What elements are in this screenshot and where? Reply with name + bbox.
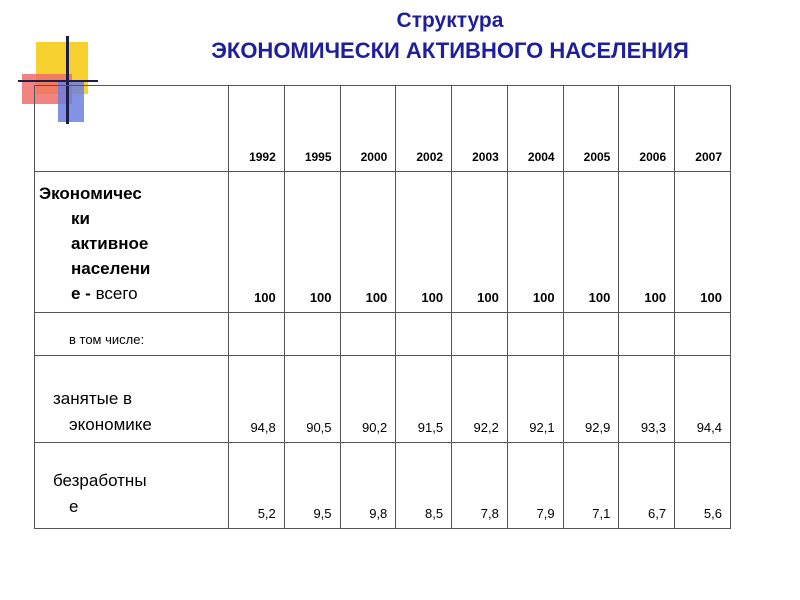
title-line-1: Структура	[396, 9, 504, 32]
total-value: 100	[284, 172, 340, 313]
employed-value: 92,9	[563, 356, 619, 443]
header-empty-cell	[35, 86, 229, 172]
employed-label	[35, 356, 229, 443]
unemployed-value: 9,5	[284, 443, 340, 529]
unemployed-value: 6,7	[619, 443, 675, 529]
total-value: 100	[452, 172, 508, 313]
total-row	[35, 172, 731, 313]
empty-cell	[229, 313, 285, 356]
total-value: 100	[507, 172, 563, 313]
year-cell: 2004	[507, 86, 563, 172]
total-value: 100	[396, 172, 452, 313]
unemployed-value: 7,8	[452, 443, 508, 529]
employed-label-part: экономике	[69, 415, 152, 434]
unemployed-value: 5,2	[229, 443, 285, 529]
total-label-part: активное	[71, 234, 149, 253]
employed-label-part: занятые в	[53, 389, 133, 408]
total-value: 100	[229, 172, 285, 313]
title-line-2: ЭКОНОМИЧЕСКИ АКТИВНОГО НАСЕЛЕНИЯ	[211, 38, 689, 63]
year-cell: 1995	[284, 86, 340, 172]
employed-value: 94,8	[229, 356, 285, 443]
unemployed-value: 7,1	[563, 443, 619, 529]
data-table	[34, 85, 731, 529]
unemployed-value: 8,5	[396, 443, 452, 529]
employed-value: 91,5	[396, 356, 452, 443]
empty-cell	[507, 313, 563, 356]
empty-cell	[284, 313, 340, 356]
employed-row	[35, 356, 731, 443]
unemployed-value: 9,8	[340, 443, 396, 529]
total-value: 100	[619, 172, 675, 313]
unemployed-label-part: безработны	[53, 471, 147, 490]
total-value: 100	[340, 172, 396, 313]
logo-horizontal-line	[18, 80, 98, 82]
employed-value: 92,1	[507, 356, 563, 443]
employed-value: 90,5	[284, 356, 340, 443]
year-cell: 2006	[619, 86, 675, 172]
total-label-part: Экономичес	[39, 184, 142, 203]
total-label-part: ки	[71, 209, 90, 228]
total-value: 100	[675, 172, 731, 313]
including-label: в том числе:	[35, 313, 229, 356]
year-cell: 2000	[340, 86, 396, 172]
empty-cell	[619, 313, 675, 356]
total-label	[35, 172, 229, 313]
year-cell: 2003	[452, 86, 508, 172]
year-cell: 2005	[563, 86, 619, 172]
empty-cell	[563, 313, 619, 356]
unemployed-value: 7,9	[507, 443, 563, 529]
employed-value: 90,2	[340, 356, 396, 443]
employed-value: 92,2	[452, 356, 508, 443]
employed-value: 93,3	[619, 356, 675, 443]
year-cell: 1992	[229, 86, 285, 172]
unemployed-row	[35, 443, 731, 529]
year-cell: 2007	[675, 86, 731, 172]
including-row	[35, 313, 731, 356]
empty-cell	[340, 313, 396, 356]
employed-value: 94,4	[675, 356, 731, 443]
unemployed-label	[35, 443, 229, 529]
unemployed-label-part: е	[69, 497, 79, 516]
year-cell: 2002	[396, 86, 452, 172]
total-label-part: е -	[71, 284, 96, 303]
empty-cell	[452, 313, 508, 356]
total-label-part: населени	[71, 259, 151, 278]
unemployed-value: 5,6	[675, 443, 731, 529]
empty-cell	[396, 313, 452, 356]
total-value: 100	[563, 172, 619, 313]
total-label-suffix: всего	[95, 284, 138, 303]
empty-cell	[675, 313, 731, 356]
header-row	[35, 86, 731, 172]
